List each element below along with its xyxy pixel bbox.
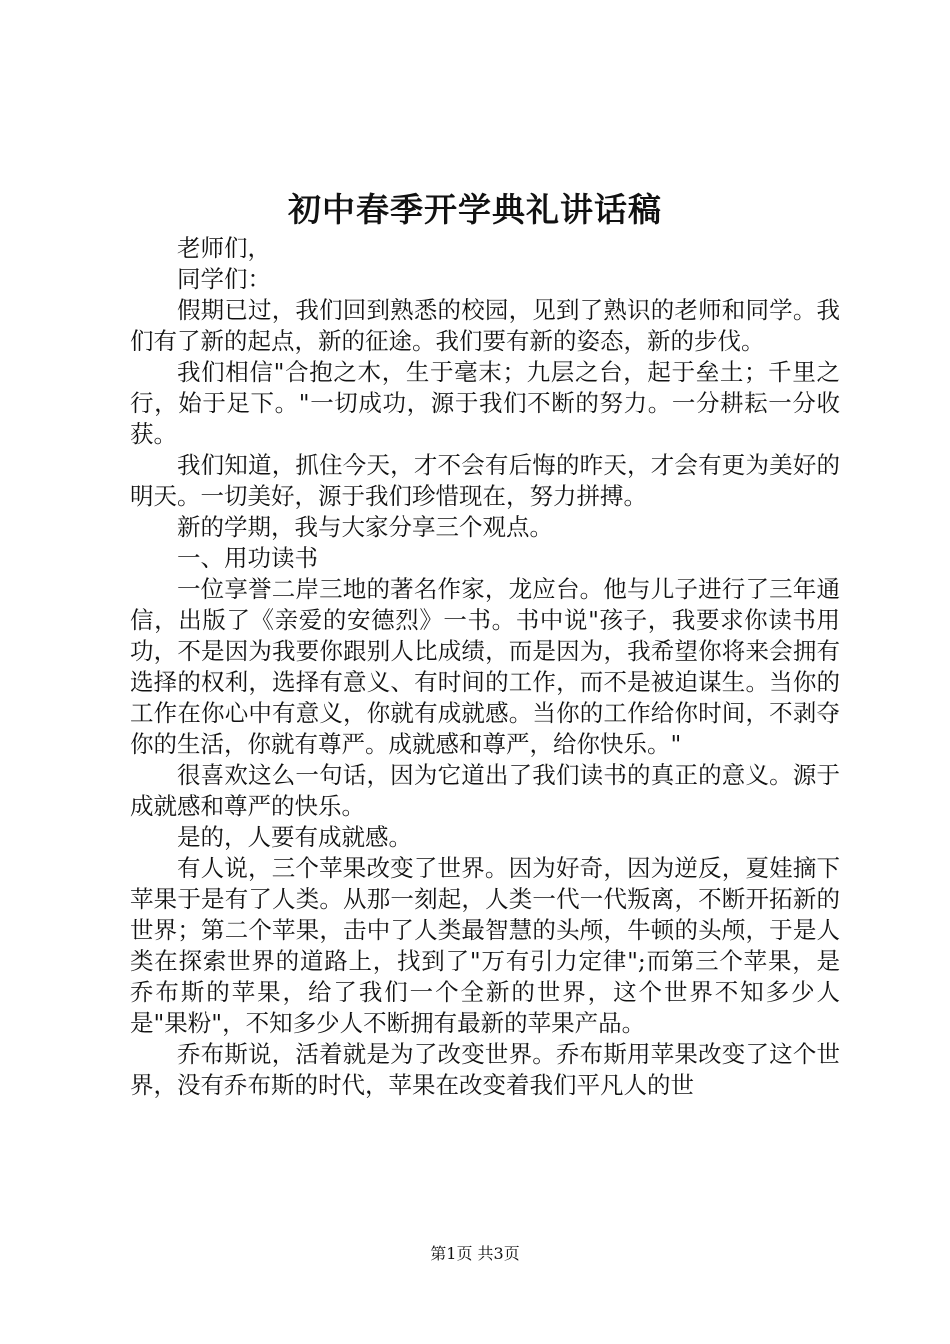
paragraph-greeting-teachers: 老师们，	[177, 234, 271, 262]
paragraph: 假期已过，我们回到熟悉的校园，见到了熟识的老师和同学。我们有了新的起点，新的征途。我们要有新的姿态，新的步伐。	[130, 296, 840, 355]
paragraph: 我们相信"合抱之木，生于毫末；九层之台，起于垒土；千里之行，始于足下。"一切成功，源于我们不断的努力。一分耕耘一分收获。	[130, 358, 840, 448]
document-title: 初中春季开学典礼讲话稿	[288, 190, 662, 229]
paragraph: 乔布斯说，活着就是为了改变世界。乔布斯用苹果改变了这个世界，没有乔布斯的时代，苹果在改变着我们平凡人的世	[130, 1040, 840, 1099]
document-body	[130, 233, 840, 1101]
paragraph: 有人说，三个苹果改变了世界。因为好奇，因为逆反，夏娃摘下苹果于是有了人类。从那一刻起，人类一代一代叛离，不断开拓新的世界；第二个苹果，击中了人类最智慧的头颅，牛顿的头颅，于是人类在探索世界的道路上，找到了"万有引力定律";而第三个苹果，是乔布斯的苹果，给了我们一个全新的世界，这个世界不知多少人是"果粉"，不知多少人不断拥有最新的苹果产品。	[130, 854, 840, 1037]
page-footer: 第1页 共3页	[430, 1244, 520, 1263]
paragraph: 一位享誉二岸三地的著名作家，龙应台。他与儿子进行了三年通信，出版了《亲爱的安德烈》一书。书中说"孩子，我要求你读书用功，不是因为我要你跟别人比成绩，而是因为，我希望你将来会拥有选择的权利，选择有意义、有时间的工作，而不是被迫谋生。当你的工作在你心中有意义，你就有成就感。当你的工作给你时间，不剥夺你的生活，你就有尊严。成就感和尊严，给你快乐。"	[130, 575, 840, 758]
section-heading: 一、用功读书	[177, 544, 318, 572]
paragraph: 新的学期，我与大家分享三个观点。	[177, 513, 553, 541]
paragraph: 是的，人要有成就感。	[177, 823, 412, 851]
paragraph: 我们知道，抓住今天，才不会有后悔的昨天，才会有更为美好的明天。一切美好，源于我们珍惜现在，努力拼搏。	[130, 451, 840, 510]
paragraph-greeting-students: 同学们：	[177, 265, 271, 293]
paragraph: 很喜欢这么一句话，因为它道出了我们读书的真正的意义。源于成就感和尊严的快乐。	[130, 761, 840, 820]
